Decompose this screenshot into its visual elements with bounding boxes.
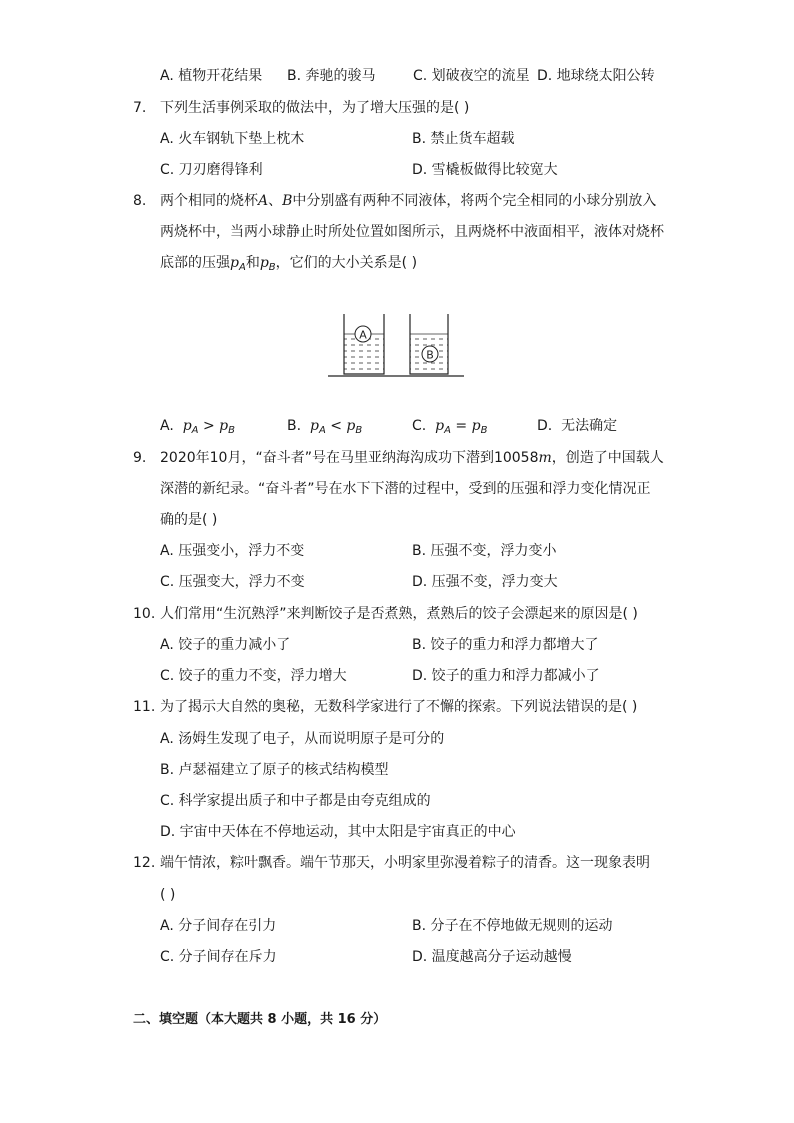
q8-number: 8. — [133, 193, 147, 209]
q6-option-d: D. 地球绕太阳公转 — [537, 68, 655, 84]
q9-stem-line1: 2020年10月，“奋斗者”号在马里亚纳海沟成功下潜到10058m，创造了中国载人 — [160, 450, 664, 466]
q7-number: 7. — [133, 100, 147, 116]
q12-stem-line2: ( ) — [160, 887, 176, 903]
q7-option-b: B. 禁止货车超载 — [412, 131, 515, 147]
q9-number: 9. — [133, 450, 147, 466]
q7-option-d: D. 雪橇板做得比较宽大 — [412, 162, 558, 178]
q12-stem-line1: 端午情浓，粽叶飘香。端午节那天，小明家里弥漫着粽子的清香。这一现象表明 — [160, 855, 650, 871]
q11-number: 11. — [133, 699, 156, 715]
q9-option-a: A. 压强变小，浮力不变 — [160, 543, 305, 559]
q8-option-c: C. $p_A = p_B$ — [412, 418, 488, 436]
q12-number: 12. — [133, 855, 156, 871]
q8-option-b: B. $p_A < p_B$ — [287, 418, 363, 436]
q7-option-a: A. 火车钢轨下垫上枕木 — [160, 131, 305, 147]
q10-option-c: C. 饺子的重力不变，浮力增大 — [160, 668, 347, 684]
q8-stem-line2: 两烧杯中，当两小球静止时所处位置如图所示，且两烧杯中液面相平，液体对烧杯 — [160, 224, 664, 240]
q9-option-c: C. 压强变大，浮力不变 — [160, 574, 305, 590]
q8-beaker-figure — [326, 312, 466, 378]
section-heading-fill-in: 二、填空题（本大题共 8 小题，共 16 分） — [133, 1012, 387, 1027]
q6-option-c: C. 划破夜空的流星 — [413, 68, 530, 84]
q12-option-d: D. 温度越高分子运动越慢 — [412, 949, 572, 965]
q10-option-d: D. 饺子的重力和浮力都减小了 — [412, 668, 600, 684]
ball-b-label: B — [426, 348, 434, 362]
q10-number: 10. — [133, 606, 156, 622]
q11-option-a: A. 汤姆生发现了电子，从而说明原子是可分的 — [160, 731, 445, 747]
q11-option-c: C. 科学家提出质子和中子都是由夸克组成的 — [160, 793, 431, 809]
q8-stem-line3: 底部的压强$p_A$和$p_B$，它们的大小关系是( ) — [160, 255, 418, 273]
q11-stem: 为了揭示大自然的奥秘，无数科学家进行了不懈的探索。下列说法错误的是( ) — [160, 699, 638, 715]
ball-a-label: A — [359, 328, 367, 342]
q10-option-b: B. 饺子的重力和浮力都增大了 — [412, 637, 599, 653]
q10-stem: 人们常用“生沉熟浮”来判断饺子是否煮熟，煮熟后的饺子会漂起来的原因是( ) — [160, 606, 638, 622]
q12-option-c: C. 分子间存在斥力 — [160, 949, 277, 965]
q6-option-b: B. 奔驰的骏马 — [287, 68, 376, 84]
q9-stem-line2: 深潜的新纪录。“奋斗者”号在水下下潜的过程中，受到的压强和浮力变化情况正 — [160, 481, 651, 497]
q9-option-b: B. 压强不变，浮力变小 — [412, 543, 557, 559]
q8-option-a: A. $p_A > p_B$ — [160, 418, 235, 436]
q12-option-b: B. 分子在不停地做无规则的运动 — [412, 918, 613, 934]
q8-stem-line1: 两个相同的烧杯A、B中分别盛有两种不同液体，将两个完全相同的小球分别放入 — [160, 193, 657, 209]
q9-option-d: D. 压强不变，浮力变大 — [412, 574, 558, 590]
q10-option-a: A. 饺子的重力减小了 — [160, 637, 291, 653]
q11-option-b: B. 卢瑟福建立了原子的核式结构模型 — [160, 762, 389, 778]
q7-option-c: C. 刀刃磨得锋利 — [160, 162, 263, 178]
q11-option-d: D. 宇宙中天体在不停地运动，其中太阳是宇宙真正的中心 — [160, 824, 516, 840]
q7-stem: 下列生活事例采取的做法中，为了增大压强的是( ) — [160, 100, 470, 116]
q6-option-a: A. 植物开花结果 — [160, 68, 263, 84]
q8-option-d: D. 无法确定 — [537, 418, 618, 434]
q9-stem-line3: 确的是( ) — [160, 512, 218, 528]
q12-option-a: A. 分子间存在引力 — [160, 918, 277, 934]
